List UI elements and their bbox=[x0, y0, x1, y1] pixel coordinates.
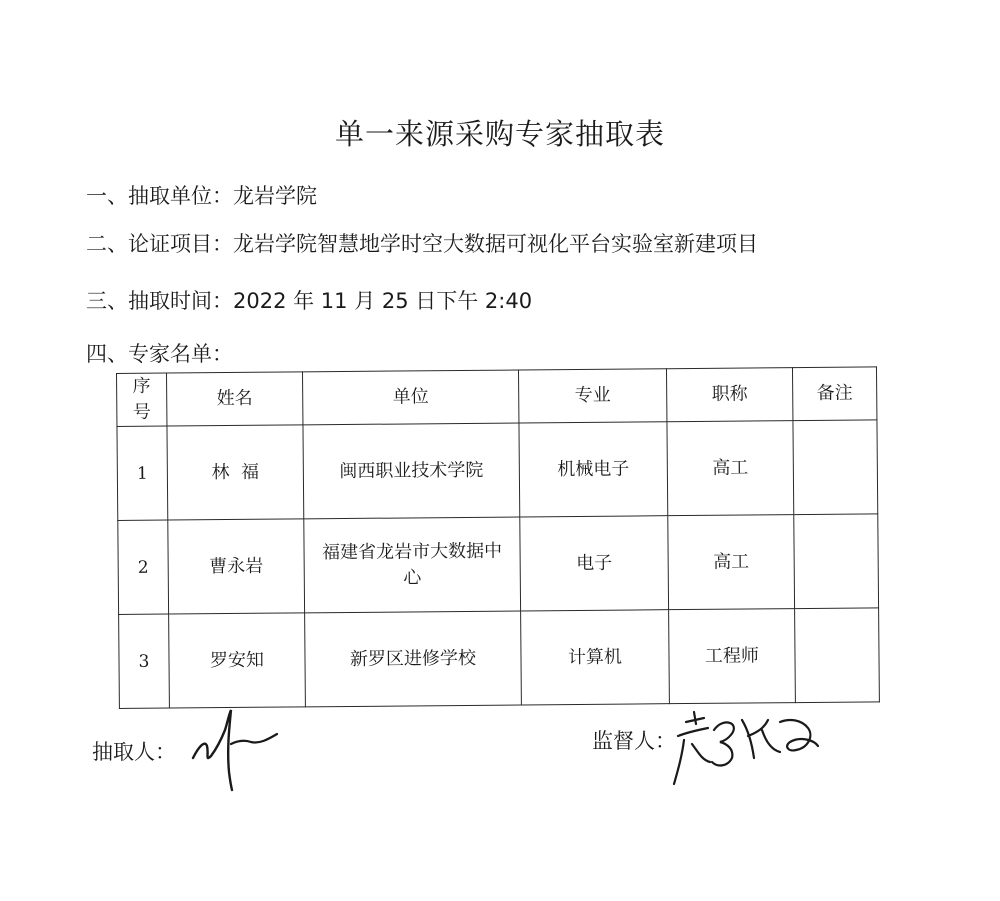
cell-major: 电子 bbox=[520, 516, 669, 611]
header-major: 专业 bbox=[518, 369, 666, 423]
cell-major: 机械电子 bbox=[519, 422, 668, 517]
table-row bbox=[118, 514, 879, 615]
header-seq-line2: 号 bbox=[132, 401, 151, 423]
cell-seq: 1 bbox=[117, 426, 168, 520]
header-title: 职称 bbox=[666, 368, 792, 422]
header-unit: 单位 bbox=[302, 370, 518, 425]
extraction-unit-line: 一、抽取单位：龙岩学院 bbox=[86, 184, 317, 208]
document-title: 单一来源采购专家抽取表 bbox=[334, 117, 665, 151]
expert-table bbox=[116, 366, 880, 709]
cell-unit: 福建省龙岩市大数据中心 bbox=[304, 517, 521, 613]
cell-unit: 新罗区进修学校 bbox=[305, 611, 522, 707]
supervisor-label: 监督人： bbox=[592, 729, 676, 753]
expert-list-heading: 四、专家名单： bbox=[86, 342, 233, 366]
cell-seq: 3 bbox=[119, 614, 170, 708]
header-note: 备注 bbox=[792, 367, 876, 421]
extractor-label: 抽取人： bbox=[92, 740, 176, 764]
table-row bbox=[117, 420, 878, 521]
cell-major: 计算机 bbox=[521, 610, 670, 705]
cell-title: 工程师 bbox=[669, 609, 796, 704]
cell-note bbox=[793, 420, 878, 515]
header-seq bbox=[117, 373, 167, 426]
project-line: 二、论证项目：龙岩学院智慧地学时空大数据可视化平台实验室新建项目 bbox=[86, 232, 758, 256]
cell-note bbox=[794, 514, 879, 609]
supervisor-signature-icon bbox=[668, 700, 828, 790]
cell-name: 罗安知 bbox=[169, 613, 306, 708]
cell-title: 高工 bbox=[667, 421, 794, 516]
cell-name: 曹永岩 bbox=[168, 519, 305, 614]
cell-name: 林 福 bbox=[167, 425, 304, 520]
extraction-time-line: 三、抽取时间：2022 年 11 月 25 日下午 2:40 bbox=[86, 289, 533, 313]
table-header-row bbox=[117, 367, 877, 427]
cell-title: 高工 bbox=[668, 515, 795, 610]
cell-seq: 2 bbox=[118, 520, 169, 614]
extractor-signature-icon bbox=[185, 700, 285, 795]
table-row bbox=[119, 608, 880, 709]
header-name: 姓名 bbox=[167, 372, 303, 426]
cell-note bbox=[795, 608, 880, 703]
expert-table-container bbox=[116, 366, 880, 709]
header-seq-line1: 序 bbox=[132, 375, 151, 397]
cell-unit: 闽西职业技术学院 bbox=[303, 423, 520, 519]
